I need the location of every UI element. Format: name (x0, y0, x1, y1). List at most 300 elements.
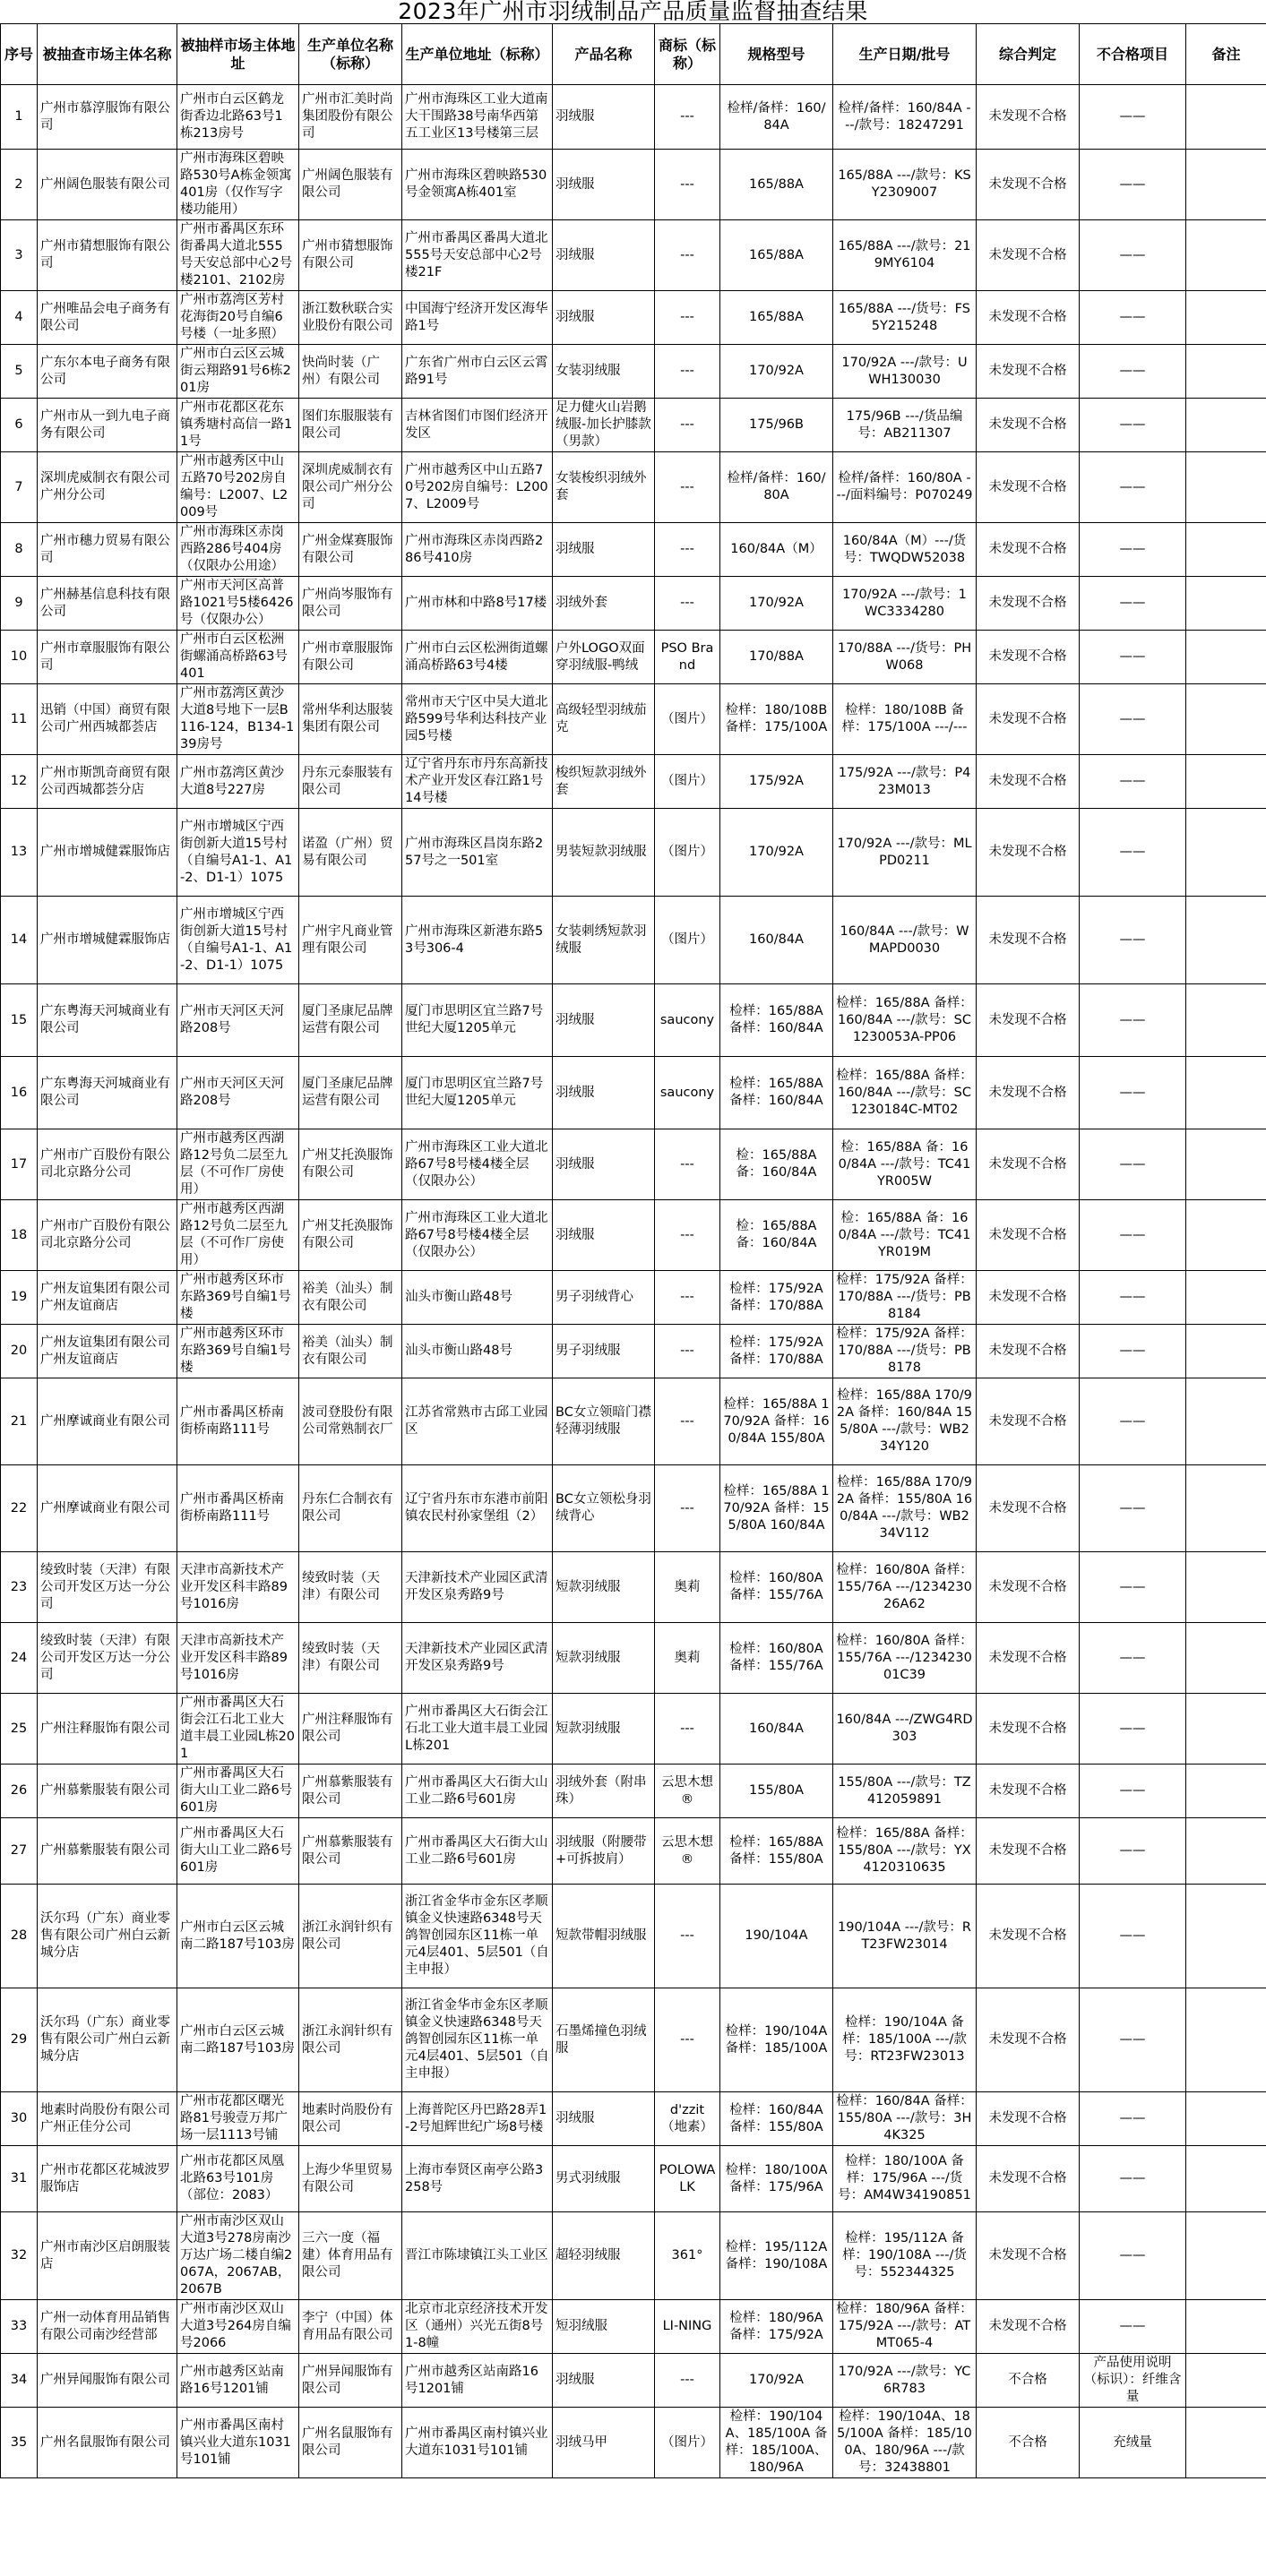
cell-company: 广州友谊集团有限公司广州友谊商店 (38, 1271, 177, 1325)
cell-fail-item: —— (1080, 1465, 1186, 1552)
cell-maker-address: 汕头市衡山路48号 (402, 1325, 553, 1378)
cell-no: 4 (1, 291, 38, 345)
table-row (1, 1378, 1266, 1465)
cell-maker: 绫致时装（天津）有限公司 (299, 1552, 402, 1623)
cell-address: 广州市番禺区大石街会江石北工业大道丰晨工业园L栋201 (177, 1694, 299, 1765)
cell-date: 160/84A ---/ZWG4RD303 (833, 1694, 977, 1765)
cell-company: 广州友谊集团有限公司广州友谊商店 (38, 1325, 177, 1378)
cell-maker-address: 辽宁省丹东市东港市前阳镇农民村孙家堡组（2） (402, 1465, 553, 1552)
cell-remark (1186, 2092, 1266, 2146)
cell-date: 170/88A ---/货号：PHW068 (833, 631, 977, 684)
cell-remark (1186, 2212, 1266, 2300)
cell-brand: d'zzit（地素） (655, 2092, 720, 2146)
cell-spec: 155/80A (720, 1765, 833, 1818)
cell-company: 沃尔玛（广东）商业零售有限公司广州白云新城分店 (38, 1988, 177, 2092)
cell-address: 广州市越秀区站南路16号1201铺 (177, 2354, 299, 2408)
cell-date: 检：165/88A 备：160/84A ---/款号：TC41YR019M (833, 1200, 977, 1271)
cell-company: 广州市增城健霖服饰店 (38, 809, 177, 897)
cell-remark (1186, 291, 1266, 345)
cell-address: 广州市海珠区碧映路530号A栋金领寓401房（仅作写字楼功能用） (177, 150, 299, 220)
cell-brand: --- (655, 1465, 720, 1552)
cell-maker-address: 上海普陀区丹巴路28弄1-2号旭辉世纪广场8号楼 (402, 2092, 553, 2146)
cell-remark (1186, 755, 1266, 809)
cell-no: 5 (1, 345, 38, 399)
cell-spec: 检样：180/96A 备样：175/92A (720, 2300, 833, 2354)
cell-product: BC女立领松身羽绒背心 (553, 1465, 655, 1552)
cell-brand: 云思木想® (655, 1765, 720, 1818)
cell-spec: 检样：180/100A 备样：175/96A (720, 2146, 833, 2212)
table-row (1, 755, 1266, 809)
header-date: 生产日期/批号 (833, 24, 977, 85)
table-row (1, 631, 1266, 684)
cell-remark (1186, 2300, 1266, 2354)
cell-fail-item: —— (1080, 291, 1186, 345)
cell-maker: 厦门圣康尼品牌运营有限公司 (299, 1057, 402, 1129)
cell-result: 未发现不合格 (977, 1325, 1080, 1378)
table-row (1, 1465, 1266, 1552)
table-row (1, 85, 1266, 150)
cell-maker-address: 厦门市思明区宜兰路7号世纪大厦1205单元 (402, 984, 553, 1057)
cell-product: BC女立领暗门襟轻薄羽绒服 (553, 1378, 655, 1465)
cell-result: 未发现不合格 (977, 2300, 1080, 2354)
cell-company: 广州市花都区花城波罗服饰店 (38, 2146, 177, 2212)
cell-maker-address: 广州市海珠区工业大道北路67号8号楼4楼全层（仅限办公） (402, 1200, 553, 1271)
cell-spec: 170/92A (720, 809, 833, 897)
cell-maker-address: 广州市海珠区碧映路530号金领寓A栋401室 (402, 150, 553, 220)
cell-maker-address: 广州市白云区松洲街道螺涌高桥路63号4楼 (402, 631, 553, 684)
table-row (1, 684, 1266, 755)
table-row (1, 809, 1266, 897)
document-title: 2023年广州市羽绒制品产品质量监督抽查结果 (398, 0, 868, 24)
cell-fail-item: —— (1080, 684, 1186, 755)
table-body (1, 85, 1266, 2478)
cell-maker-address: 广州市海珠区工业大道北路67号8号楼4楼全层（仅限办公） (402, 1129, 553, 1200)
cell-fail-item: —— (1080, 755, 1186, 809)
cell-company: 广州慕紫服装有限公司 (38, 1765, 177, 1818)
cell-no: 23 (1, 1552, 38, 1623)
cell-spec: 检：165/88A 备：160/84A (720, 1200, 833, 1271)
table-row (1, 2092, 1266, 2146)
cell-maker: 地素时尚股份有限公司 (299, 2092, 402, 2146)
cell-product: 羽绒外套（附串珠） (553, 1765, 655, 1818)
cell-product: 短羽绒服 (553, 2300, 655, 2354)
cell-fail-item: —— (1080, 399, 1186, 452)
cell-address: 天津市高新技术产业开发区科丰路89号1016房 (177, 1552, 299, 1623)
cell-maker: 波司登股份有限公司常熟制衣厂 (299, 1378, 402, 1465)
cell-maker: 丹东元泰服装有限公司 (299, 755, 402, 809)
cell-date: 检样：160/80A 备样：155/76A ---/123423001C39 (833, 1623, 977, 1694)
cell-maker-address: 广州市越秀区中山五路70号202房自编号：L2007、L2009号 (402, 452, 553, 523)
cell-address: 广州市番禺区桥南街桥南路111号 (177, 1378, 299, 1465)
cell-company: 广州市从一到九电子商务有限公司 (38, 399, 177, 452)
cell-spec: 检样：190/104A、185/100A 备样：185/100A、180/96A (720, 2408, 833, 2478)
cell-maker-address: 广州市海珠区新港东路53号306-4 (402, 897, 553, 984)
cell-result: 未发现不合格 (977, 2212, 1080, 2300)
cell-address: 广州市番禺区大石街大山工业二路6号601房 (177, 1818, 299, 1885)
cell-company: 广州名鼠服饰有限公司 (38, 2408, 177, 2478)
cell-result: 未发现不合格 (977, 345, 1080, 399)
header-address: 被抽样市场主体地址 (177, 24, 299, 85)
cell-spec: 检样：165/88A 备样：160/84A (720, 984, 833, 1057)
cell-spec: 检样：160/80A 备样：155/76A (720, 1623, 833, 1694)
cell-date: 检样：180/100A 备样：175/96A ---/货号：AM4W34190851 (833, 2146, 977, 2212)
cell-brand: --- (655, 85, 720, 150)
table-row (1, 2212, 1266, 2300)
table-header-row (1, 24, 1266, 85)
cell-maker: 绫致时装（天津）有限公司 (299, 1623, 402, 1694)
cell-product: 男式羽绒服 (553, 2146, 655, 2212)
cell-remark (1186, 1623, 1266, 1694)
cell-fail-item: 产品使用说明（标识）：纤维含量 (1080, 2354, 1186, 2408)
cell-date: 检样：175/92A 备样：170/88A ---/货号：PB8178 (833, 1325, 977, 1378)
cell-maker: 快尚时装（广州）有限公司 (299, 345, 402, 399)
cell-spec: 165/88A (720, 150, 833, 220)
cell-address: 广州市荔湾区芳村花海街20号自编6号楼（一址多照） (177, 291, 299, 345)
cell-remark (1186, 1694, 1266, 1765)
table-row (1, 577, 1266, 631)
cell-no: 21 (1, 1378, 38, 1465)
cell-maker-address: 中国海宁经济开发区海华路1号 (402, 291, 553, 345)
cell-brand: saucony (655, 984, 720, 1057)
cell-address: 广州市花都区曙光路81号骏壹万邦广场一层1113号铺 (177, 2092, 299, 2146)
cell-brand: --- (655, 2354, 720, 2408)
cell-address: 广州市越秀区环市东路369号自编1号楼 (177, 1271, 299, 1325)
cell-date: 检样：165/88A 170/92A 备样：160/84A 155/80A ---/款号：WB234Y120 (833, 1378, 977, 1465)
header-result: 综合判定 (977, 24, 1080, 85)
header-fail-item: 不合格项目 (1080, 24, 1186, 85)
cell-company: 广州市广百股份有限公司北京路分公司 (38, 1129, 177, 1200)
cell-maker: 广州宇凡商业管理有限公司 (299, 897, 402, 984)
table-row (1, 1200, 1266, 1271)
cell-result: 未发现不合格 (977, 1765, 1080, 1818)
cell-remark (1186, 452, 1266, 523)
cell-brand: --- (655, 220, 720, 291)
cell-date: 检样：180/108B 备样：175/100A ---/--- (833, 684, 977, 755)
cell-spec: 160/84A (720, 1694, 833, 1765)
cell-company: 广州阔色服装有限公司 (38, 150, 177, 220)
cell-address: 广州市海珠区赤岗西路286号404房（仅限办公用途） (177, 523, 299, 577)
cell-brand: 云思木想® (655, 1818, 720, 1885)
table-row (1, 1325, 1266, 1378)
cell-fail-item: —— (1080, 577, 1186, 631)
table-row (1, 220, 1266, 291)
cell-no: 1 (1, 85, 38, 150)
table-row (1, 291, 1266, 345)
cell-maker: 广州慕紫服装有限公司 (299, 1765, 402, 1818)
cell-brand: --- (655, 1885, 720, 1988)
cell-brand: --- (655, 577, 720, 631)
cell-remark (1186, 1818, 1266, 1885)
cell-address: 广州市越秀区环市东路369号自编1号楼 (177, 1325, 299, 1378)
cell-product: 短款羽绒服 (553, 1694, 655, 1765)
cell-no: 25 (1, 1694, 38, 1765)
cell-company: 广州摩诚商业有限公司 (38, 1465, 177, 1552)
cell-no: 26 (1, 1765, 38, 1818)
cell-brand: saucony (655, 1057, 720, 1129)
table-row (1, 399, 1266, 452)
cell-maker: 广州阔色服装有限公司 (299, 150, 402, 220)
cell-address: 广州市越秀区西湖路12号负二层至九层（不可作厂房使用） (177, 1200, 299, 1271)
cell-date: 检样：165/88A 备样：160/84A ---/款号：SC1230053A-PP06 (833, 984, 977, 1057)
table-row (1, 1623, 1266, 1694)
cell-maker-address: 上海市奉贤区南亭公路3258号 (402, 2146, 553, 2212)
cell-fail-item: —— (1080, 220, 1186, 291)
table-row (1, 1818, 1266, 1885)
cell-remark (1186, 150, 1266, 220)
cell-result: 未发现不合格 (977, 1885, 1080, 1988)
cell-result: 未发现不合格 (977, 1129, 1080, 1200)
cell-product: 男子羽绒服 (553, 1325, 655, 1378)
cell-product: 女装刺绣短款羽绒服 (553, 897, 655, 984)
cell-company: 广州市增城健霖服饰店 (38, 897, 177, 984)
cell-spec: 检样：165/88A 170/92A 备样：155/80A 160/84A (720, 1465, 833, 1552)
cell-result: 未发现不合格 (977, 1623, 1080, 1694)
cell-fail-item: —— (1080, 2300, 1186, 2354)
cell-product: 超轻羽绒服 (553, 2212, 655, 2300)
cell-product: 羽绒服 (553, 291, 655, 345)
cell-no: 14 (1, 897, 38, 984)
cell-address: 广州市天河区高普路1021号5楼6426号（仅限办公） (177, 577, 299, 631)
cell-maker-address: 浙江省金华市金东区孝顺镇金义快速路6348号天鸽智创园东区11栋一单元4层401、5层501（自主申报） (402, 1885, 553, 1988)
cell-brand: --- (655, 452, 720, 523)
cell-product: 羽绒服 (553, 220, 655, 291)
cell-no: 29 (1, 1988, 38, 2092)
cell-maker: 图们东服服装有限公司 (299, 399, 402, 452)
header-maker-address: 生产单位地址（标称） (402, 24, 553, 85)
cell-maker: 裕美（汕头）制衣有限公司 (299, 1271, 402, 1325)
cell-fail-item: —— (1080, 631, 1186, 684)
cell-spec: 170/92A (720, 2354, 833, 2408)
cell-remark (1186, 1988, 1266, 2092)
cell-result: 未发现不合格 (977, 684, 1080, 755)
cell-remark (1186, 1765, 1266, 1818)
cell-maker: 浙江永润针织有限公司 (299, 1988, 402, 2092)
cell-spec: 检样：165/88A 170/92A 备样：160/84A 155/80A (720, 1378, 833, 1465)
cell-maker-address: 天津新技术产业园区武清开发区泉秀路9号 (402, 1623, 553, 1694)
cell-no: 34 (1, 2354, 38, 2408)
cell-no: 19 (1, 1271, 38, 1325)
cell-address: 广州市白云区松洲街螺涌高桥路63号401 (177, 631, 299, 684)
cell-remark (1186, 523, 1266, 577)
cell-product: 羽绒服 (553, 150, 655, 220)
table-row (1, 523, 1266, 577)
header-brand: 商标（标称） (655, 24, 720, 85)
cell-maker-address: 广州市番禺区番禺大道北555号天安总部中心2号楼21F (402, 220, 553, 291)
cell-brand: POLOWALK (655, 2146, 720, 2212)
cell-result: 未发现不合格 (977, 1694, 1080, 1765)
cell-fail-item: —— (1080, 452, 1186, 523)
cell-product: 短款羽绒服 (553, 1623, 655, 1694)
cell-maker-address: 广州市番禺区大石街大山工业二路6号601房 (402, 1818, 553, 1885)
table-row (1, 897, 1266, 984)
table-row (1, 1885, 1266, 1988)
cell-date: 175/96B ---/货品编号：AB211307 (833, 399, 977, 452)
cell-product: 羽绒服 (553, 523, 655, 577)
cell-maker-address: 常州市天宁区中吴大道北路599号华利达科技产业园5号楼 (402, 684, 553, 755)
cell-spec: 检样：190/104A 备样：185/100A (720, 1988, 833, 2092)
cell-spec: 165/88A (720, 291, 833, 345)
table-row (1, 2300, 1266, 2354)
cell-maker: 裕美（汕头）制衣有限公司 (299, 1325, 402, 1378)
cell-company: 广东尔本电子商务有限公司 (38, 345, 177, 399)
cell-maker-address: 浙江省金华市金东区孝顺镇金义快速路6348号天鸽智创园东区11栋一单元4层401、5层501（自主申报） (402, 1988, 553, 2092)
cell-spec: 检样：160/80A 备样：155/76A (720, 1552, 833, 1623)
cell-result: 未发现不合格 (977, 399, 1080, 452)
cell-maker-address: 广州市海珠区工业大道南大干围路38号南华西第五工业区13号楼第三层 (402, 85, 553, 150)
table-row (1, 150, 1266, 220)
header-spec: 规格型号 (720, 24, 833, 85)
cell-remark (1186, 1271, 1266, 1325)
cell-maker-address: 辽宁省丹东市丹东高新技术产业开发区春江路1号14号楼 (402, 755, 553, 809)
cell-company: 广州市猜想服饰有限公司 (38, 220, 177, 291)
cell-remark (1186, 1885, 1266, 1988)
cell-date: 检样：165/88A 170/92A 备样：155/80A 160/84A ---/款号：WB234V112 (833, 1465, 977, 1552)
cell-brand: --- (655, 1988, 720, 2092)
table-row (1, 1552, 1266, 1623)
cell-date: 检样：165/88A 备样：160/84A ---/款号：SC1230184C-MT02 (833, 1057, 977, 1129)
cell-address: 广州市增城区宁西街创新大道15号村（自编号A1-1、A1-2、D1-1）1075 (177, 897, 299, 984)
cell-no: 11 (1, 684, 38, 755)
cell-no: 35 (1, 2408, 38, 2478)
cell-brand: （图片） (655, 809, 720, 897)
cell-remark (1186, 897, 1266, 984)
cell-company: 迅销（中国）商贸有限公司广州西城都荟店 (38, 684, 177, 755)
cell-brand: --- (655, 1200, 720, 1271)
cell-fail-item: —— (1080, 2146, 1186, 2212)
cell-maker: 浙江永润针织有限公司 (299, 1885, 402, 1988)
cell-address: 广州市越秀区西湖路12号负二层至九层（不可作厂房使用） (177, 1129, 299, 1200)
cell-company: 广州摩诚商业有限公司 (38, 1378, 177, 1465)
cell-date: 170/92A ---/款号：MLPD0211 (833, 809, 977, 897)
cell-product: 羽绒服 (553, 85, 655, 150)
cell-remark (1186, 2408, 1266, 2478)
table-row (1, 345, 1266, 399)
cell-product: 高级轻型羽绒茄克 (553, 684, 655, 755)
cell-maker: 广州市汇美时尚集团股份有限公司 (299, 85, 402, 150)
cell-no: 17 (1, 1129, 38, 1200)
cell-result: 未发现不合格 (977, 1200, 1080, 1271)
cell-no: 31 (1, 2146, 38, 2212)
cell-fail-item: —— (1080, 1623, 1186, 1694)
cell-no: 7 (1, 452, 38, 523)
cell-fail-item: —— (1080, 1129, 1186, 1200)
cell-date: 检样/备样：160/80A ---/面料编号：P070249 (833, 452, 977, 523)
cell-fail-item: —— (1080, 1057, 1186, 1129)
cell-date: 155/80A ---/款号：TZ412059891 (833, 1765, 977, 1818)
cell-company: 广州赫基信息科技有限公司 (38, 577, 177, 631)
cell-brand: --- (655, 1694, 720, 1765)
cell-spec: 170/92A (720, 577, 833, 631)
cell-remark (1186, 684, 1266, 755)
cell-spec: 检样：165/88A 备样：160/84A (720, 1057, 833, 1129)
cell-address: 广州市荔湾区黄沙大道8号227房 (177, 755, 299, 809)
cell-result: 未发现不合格 (977, 984, 1080, 1057)
cell-brand: （图片） (655, 684, 720, 755)
cell-brand: 奥莉 (655, 1623, 720, 1694)
cell-spec: 检样：180/108B 备样：175/100A (720, 684, 833, 755)
cell-brand: --- (655, 399, 720, 452)
cell-fail-item: —— (1080, 1552, 1186, 1623)
cell-maker: 浙江数秋联合实业股份有限公司 (299, 291, 402, 345)
cell-maker: 广州市猜想服饰有限公司 (299, 220, 402, 291)
cell-spec: 检样/备样：160/80A (720, 452, 833, 523)
table-row (1, 1271, 1266, 1325)
cell-brand: --- (655, 1271, 720, 1325)
cell-address: 广州市白云区鹤龙街香边北路63号1栋213房号 (177, 85, 299, 150)
cell-product: 羽绒服（附腰带+可拆披肩） (553, 1818, 655, 1885)
cell-spec: 190/104A (720, 1885, 833, 1988)
cell-no: 2 (1, 150, 38, 220)
table-row (1, 1694, 1266, 1765)
cell-company: 广州一动体育用品销售有限公司南沙经营部 (38, 2300, 177, 2354)
cell-maker-address: 广州市番禺区大石街大山工业二路6号601房 (402, 1765, 553, 1818)
cell-spec: 175/96B (720, 399, 833, 452)
cell-product: 户外LOGO双面穿羽绒服-鸭绒 (553, 631, 655, 684)
cell-no: 22 (1, 1465, 38, 1552)
cell-address: 天津市高新技术产业开发区科丰路89号1016房 (177, 1623, 299, 1694)
cell-address: 广州市番禺区桥南街桥南路111号 (177, 1465, 299, 1552)
cell-fail-item: —— (1080, 85, 1186, 150)
cell-maker-address: 广东省广州市白云区云霄路91号 (402, 345, 553, 399)
cell-company: 深圳虎威制衣有限公司广州分公司 (38, 452, 177, 523)
cell-company: 沃尔玛（广东）商业零售有限公司广州白云新城分店 (38, 1885, 177, 1988)
cell-brand: --- (655, 345, 720, 399)
cell-product: 羽绒马甲 (553, 2408, 655, 2478)
cell-company: 绫致时装（天津）有限公司开发区万达一分公司 (38, 1552, 177, 1623)
cell-maker-address: 广州市越秀区站南路16号1201铺 (402, 2354, 553, 2408)
cell-maker: 广州异闻服饰有限公司 (299, 2354, 402, 2408)
cell-maker: 深圳虎威制衣有限公司广州分公司 (299, 452, 402, 523)
cell-product: 羽绒服 (553, 2354, 655, 2408)
cell-result: 未发现不合格 (977, 2146, 1080, 2212)
cell-product: 男子羽绒背心 (553, 1271, 655, 1325)
cell-no: 10 (1, 631, 38, 684)
cell-fail-item: —— (1080, 1325, 1186, 1378)
header-no: 序号 (1, 24, 38, 85)
cell-maker-address: 汕头市衡山路48号 (402, 1271, 553, 1325)
cell-spec: 170/92A (720, 345, 833, 399)
cell-no: 33 (1, 2300, 38, 2354)
cell-address: 广州市白云区云城南二路187号103房 (177, 1885, 299, 1988)
cell-remark (1186, 984, 1266, 1057)
inspection-results-table (0, 23, 1266, 2478)
cell-date: 165/88A ---/款号：219MY6104 (833, 220, 977, 291)
cell-product: 羽绒服 (553, 1057, 655, 1129)
cell-date: 160/84A ---/款号：WMAPD0030 (833, 897, 977, 984)
cell-remark (1186, 1465, 1266, 1552)
cell-product: 羽绒外套 (553, 577, 655, 631)
cell-maker: 厦门圣康尼品牌运营有限公司 (299, 984, 402, 1057)
cell-result: 未发现不合格 (977, 577, 1080, 631)
cell-address: 广州市白云区云城南二路187号103房 (177, 1988, 299, 2092)
cell-maker: 广州金煤赛服饰有限公司 (299, 523, 402, 577)
cell-brand: --- (655, 1129, 720, 1200)
cell-fail-item: —— (1080, 2092, 1186, 2146)
cell-spec: 检样：195/112A 备样：190/108A (720, 2212, 833, 2300)
cell-company: 广州异闻服饰有限公司 (38, 2354, 177, 2408)
cell-spec: 160/84A（M） (720, 523, 833, 577)
cell-date: 检样：190/104A、185/100A 备样：185/100A、180/96A ---/款号：32438801 (833, 2408, 977, 2478)
cell-remark (1186, 2146, 1266, 2212)
cell-address: 广州市花都区凤凰北路63号101房（部位：2083） (177, 2146, 299, 2212)
cell-address: 广州市番禺区东环街番禺大道北555号天安总部中心2号楼2101、2102房 (177, 220, 299, 291)
cell-no: 15 (1, 984, 38, 1057)
cell-maker-address: 江苏省常熟市古邱工业园区 (402, 1378, 553, 1465)
cell-spec: 175/92A (720, 755, 833, 809)
cell-company: 广州市穗力贸易有限公司 (38, 523, 177, 577)
cell-result: 未发现不合格 (977, 897, 1080, 984)
table-row (1, 984, 1266, 1057)
